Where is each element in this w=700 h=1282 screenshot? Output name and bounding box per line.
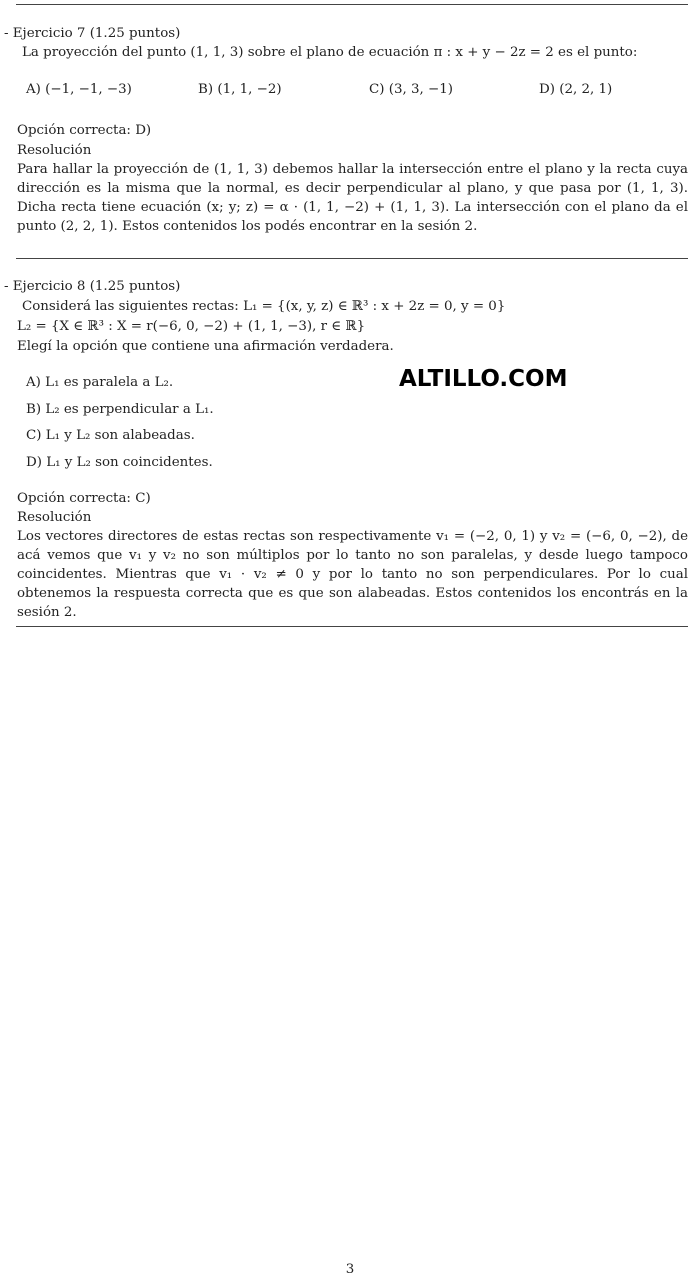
- section-divider: [16, 258, 688, 259]
- option-label: B): [26, 402, 42, 417]
- ex7-option-a: [26, 80, 132, 99]
- ex7-answer: Opción correcta: D): [17, 123, 152, 138]
- option-label: D): [26, 455, 42, 470]
- ex7-option-d: [539, 80, 612, 99]
- ex7-resolution-title: Resolución: [17, 143, 92, 158]
- ex8-option-b: [26, 400, 214, 419]
- option-value: (3, 3, −1): [388, 82, 454, 97]
- page-number: 3: [345, 1262, 355, 1277]
- ex8-statement-line3: Elegí la opción que contiene una afirmación verdadera.: [17, 339, 394, 354]
- option-label: A): [26, 82, 41, 97]
- option-label: C): [26, 428, 42, 443]
- ex8-statement-line2: L₂ = {X ∈ ℝ³ : X = r(−6, 0, −2) + (1, 1, −3), r ∈ ℝ}: [17, 319, 366, 334]
- top-rule: [16, 4, 688, 5]
- option-value: L₂ es perpendicular a L₁.: [45, 402, 214, 417]
- ex7-resolution-text: Para hallar la proyección de (1, 1, 3) debemos hallar la intersección entre el plano y la recta cuya dirección es la misma que la normal, es decir perpendicular al plano, y que pasa por (1, 1, 3). Dicha recta tiene ecuación (x; y; z) = α · (1, 1, −2) + (1, 1, 3). La intersección con el plano da el punto (2, 2, 1). Estos contenidos los podés encontrar en la sesión 2.: [17, 162, 688, 234]
- option-value: L₁ es paralela a L₂.: [45, 375, 174, 390]
- option-value: L₁ y L₂ son coincidentes.: [46, 455, 213, 470]
- ex8-option-d: [26, 453, 213, 472]
- option-value: (2, 2, 1): [559, 82, 613, 97]
- option-value: (1, 1, −2): [217, 82, 282, 97]
- ex7-option-b: [198, 80, 282, 99]
- ex8-resolution-text: Los vectores directores de estas rectas son respectivamente v₁ = (−2, 0, 1) y v₂ = (−6, 0, −2), de acá vemos que v₁ y v₂ no son múltiplos por lo tanto no son paralelas, y desde luego tampoco coincidentes. Mientras que v₁ · v₂ ≠ 0 y por lo tanto no son perpendiculares. Por lo cual obtenemos la respuesta correcta que es que son alabeadas. Estos contenidos los encontrás en la sesión 2.: [17, 529, 688, 620]
- ex8-answer: Opción correcta: C): [17, 491, 151, 506]
- ex8-resolution-title: Resolución: [17, 510, 92, 525]
- watermark-logo: ALTILLO.COM: [399, 366, 568, 392]
- ex7-option-c: [369, 80, 453, 99]
- ex8-option-c: [26, 426, 195, 445]
- ex8-heading: - Ejercicio 8 (1.25 puntos): [4, 279, 181, 294]
- option-label: A): [26, 375, 41, 390]
- ex7-heading: - Ejercicio 7 (1.25 puntos): [4, 26, 181, 41]
- ex8-option-a: [26, 373, 173, 392]
- ex8-statement-line1: Considerá las siguientes rectas: L₁ = {(x, y, z) ∈ ℝ³ : x + 2z = 0, y = 0}: [22, 299, 506, 314]
- option-value: L₁ y L₂ son alabeadas.: [45, 428, 195, 443]
- ex7-statement: La proyección del punto (1, 1, 3) sobre el plano de ecuación π : x + y − 2z = 2 es el punto:: [22, 45, 638, 60]
- bottom-rule: [16, 626, 688, 627]
- option-label: D): [539, 82, 555, 97]
- option-label: C): [369, 82, 385, 97]
- option-value: (−1, −1, −3): [45, 82, 132, 97]
- option-label: B): [198, 82, 214, 97]
